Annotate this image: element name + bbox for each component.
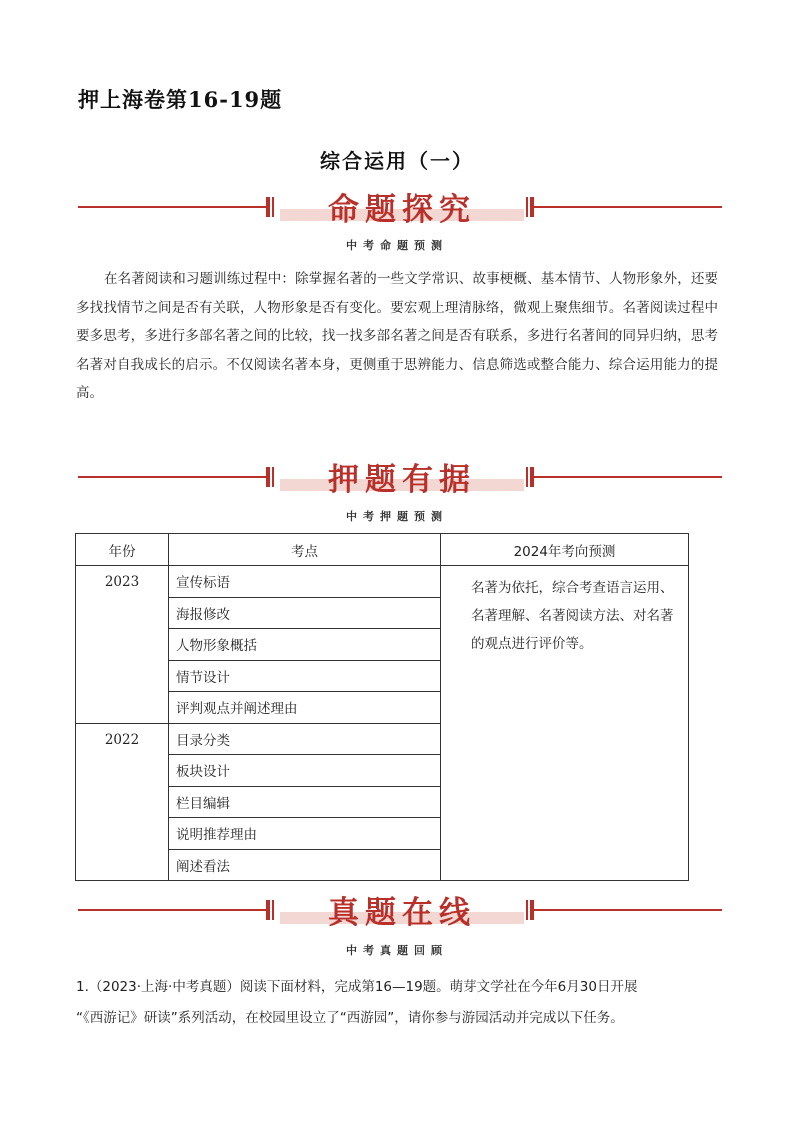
- exam-points-table: [75, 533, 689, 881]
- point-cell: 目录分类: [169, 723, 441, 755]
- question-text-line-1: 1.（2023·上海·中考真题）阅读下面材料，完成第16—19题。萌芽文学社在今年6月30日开展: [76, 979, 638, 995]
- point-cell: 情节设计: [169, 660, 441, 692]
- banner-title: 命题探究: [328, 192, 476, 228]
- section-banner-1: [78, 190, 722, 228]
- point-cell: 评判观点并阐述理由: [169, 692, 441, 724]
- column-header-prediction: 2024年考向预测: [441, 534, 689, 566]
- point-cell: 宣传标语: [169, 566, 441, 598]
- prediction-cell: 名著为依托，综合考查语言运用、名著理解、名著阅读方法、对名著的观点进行评价等。: [441, 566, 689, 881]
- point-cell: 人物形象概括: [169, 629, 441, 661]
- banner-caption: 中考真题回顾: [346, 944, 448, 957]
- point-cell: 栏目编辑: [169, 786, 441, 818]
- column-header-point: 考点: [169, 534, 441, 566]
- point-cell: 阐述看法: [169, 849, 441, 881]
- table-row: [76, 566, 689, 598]
- point-cell: 海报修改: [169, 597, 441, 629]
- banner-caption: 中考命题预测: [346, 239, 448, 252]
- section-subtitle: 综合运用（一）: [320, 149, 474, 173]
- year-cell: 2022: [76, 723, 169, 881]
- year-cell: 2023: [76, 566, 169, 724]
- banner-caption: 中考押题预测: [346, 510, 448, 523]
- section-banner-2: [78, 460, 722, 498]
- banner-title: 押题有据: [328, 462, 476, 498]
- column-header-year: 年份: [76, 534, 169, 566]
- point-cell: 说明推荐理由: [169, 818, 441, 850]
- document-title: 押上海卷第16-19题: [78, 87, 283, 112]
- table-header-row: [76, 534, 689, 566]
- intro-paragraph: 在名著阅读和习题训练过程中：除掌握名著的一些文学常识、故事梗概、基本情节、人物形象外，还要多找找情节之间是否有关联，人物形象是否有变化。要宏观上理清脉络，微观上聚焦细节。名著阅读过程中要多思考，多进行多部名著之间的比较，找一找多部名著之间是否有联系，多进行名著间的同异归纳，思考名著对自我成长的启示。不仅阅读名著本身，更侧重于思辨能力、信息筛选或整合能力、综合运用能力的提高。: [76, 271, 718, 402]
- question-text-line-2: “《西游记》研读”系列活动，在校园里设立了“西游园”，请你参与游园活动并完成以下任务。: [76, 1010, 624, 1026]
- point-cell: 板块设计: [169, 755, 441, 787]
- banner-title: 真题在线: [328, 895, 476, 931]
- section-banner-3: [78, 893, 722, 931]
